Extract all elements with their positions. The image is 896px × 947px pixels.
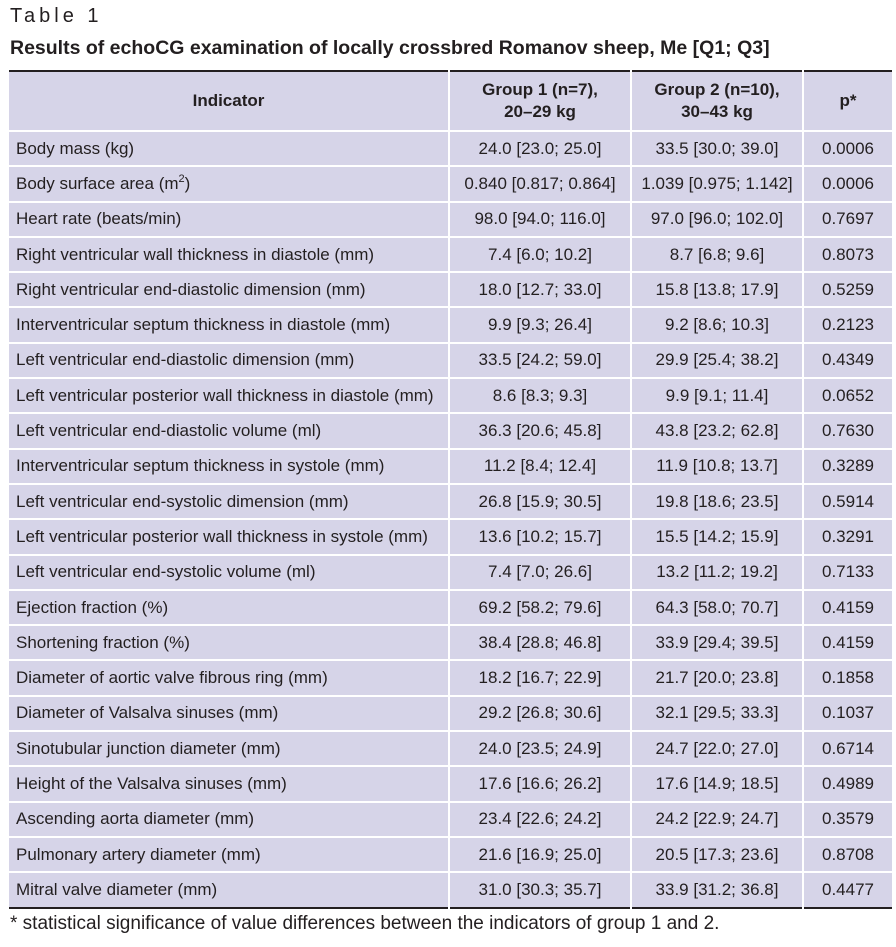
cell-group1: 0.840 [0.817; 0.864]	[449, 166, 631, 201]
indicator-text: Right ventricular wall thickness in diastole (mm)	[16, 244, 375, 264]
cell-group1: 7.4 [7.0; 26.6]	[449, 555, 631, 590]
cell-group2: 1.039 [0.975; 1.142]	[631, 166, 803, 201]
table-row	[9, 802, 892, 837]
cell-p-value: 0.1037	[803, 696, 892, 731]
cell-group2: 64.3 [58.0; 70.7]	[631, 590, 803, 625]
cell-group2: 8.7 [6.8; 9.6]	[631, 237, 803, 272]
indicator-text: Heart rate (beats/min)	[16, 209, 182, 229]
header-row	[9, 71, 892, 131]
cell-group2: 24.2 [22.9; 24.7]	[631, 802, 803, 837]
cell-group2: 97.0 [96.0; 102.0]	[631, 202, 803, 237]
indicator-text: Left ventricular end-systolic dimension (mm)	[16, 491, 349, 511]
cell-group1: 29.2 [26.8; 30.6]	[449, 696, 631, 731]
table-number-label: Table 1	[10, 5, 103, 27]
table-row	[9, 555, 892, 590]
table-row	[9, 590, 892, 625]
indicator-text: Left ventricular end-diastolic dimension (mm)	[16, 350, 355, 370]
cell-group1: 11.2 [8.4; 12.4]	[449, 449, 631, 484]
cell-group2: 9.9 [9.1; 11.4]	[631, 378, 803, 413]
cell-group1: 31.0 [30.3; 35.7]	[449, 872, 631, 907]
table-row	[9, 872, 892, 907]
indicator-text: Ascending aorta diameter (mm)	[16, 809, 255, 829]
table-row	[9, 731, 892, 766]
cell-p-value: 0.4349	[803, 343, 892, 378]
cell-group2: 29.9 [25.4; 38.2]	[631, 343, 803, 378]
header-group2-line2: 30–43 kg	[681, 102, 753, 121]
table-row	[9, 625, 892, 660]
header-p-value: p*	[803, 71, 892, 131]
header-group1	[449, 71, 631, 131]
table-row	[9, 272, 892, 307]
cell-group1: 17.6 [16.6; 26.2]	[449, 766, 631, 801]
cell-group2: 17.6 [14.9; 18.5]	[631, 766, 803, 801]
cell-group1: 9.9 [9.3; 26.4]	[449, 307, 631, 342]
cell-p-value: 0.3289	[803, 449, 892, 484]
header-group1-line1: Group 1 (n=7),	[482, 80, 598, 99]
cell-group2: 13.2 [11.2; 19.2]	[631, 555, 803, 590]
table-row	[9, 484, 892, 519]
header-indicator: Indicator	[9, 71, 449, 131]
cell-group1: 69.2 [58.2; 79.6]	[449, 590, 631, 625]
indicator-text: Diameter of aortic valve fibrous ring (mm)	[16, 668, 328, 688]
cell-indicator	[9, 696, 449, 731]
cell-p-value: 0.4477	[822, 879, 874, 899]
cell-indicator	[9, 872, 449, 907]
cell-indicator	[9, 413, 449, 448]
cell-group1: 36.3 [20.6; 45.8]	[449, 413, 631, 448]
cell-group2: 33.9 [31.2; 36.8]	[631, 872, 803, 907]
table-body	[9, 131, 892, 908]
table-row	[9, 378, 892, 413]
cell-p-value: 0.4159	[803, 625, 892, 660]
table-row	[9, 837, 892, 872]
cell-p-value: 0.7697	[803, 202, 892, 237]
indicator-text: Interventricular septum thickness in diastole (mm)	[16, 315, 391, 335]
cell-p-value: 0.8708	[803, 837, 892, 872]
table-row	[9, 166, 892, 201]
indicator-text: Left ventricular end-systolic volume (ml)	[16, 562, 316, 582]
cell-group1: 23.4 [22.6; 24.2]	[449, 802, 631, 837]
cell-group2: 24.7 [22.0; 27.0]	[631, 731, 803, 766]
cell-group1: 24.0 [23.5; 24.9]	[449, 731, 631, 766]
cell-group1: 33.5 [24.2; 59.0]	[449, 343, 631, 378]
cell-indicator	[9, 307, 449, 342]
cell-p-value: 0.4159	[803, 590, 892, 625]
cell-indicator	[9, 378, 449, 413]
cell-indicator	[9, 131, 449, 166]
indicator-text: Interventricular septum thickness in systole (mm)	[16, 456, 385, 476]
cell-p-value: 0.6714	[803, 731, 892, 766]
indicator-text: Body mass (kg)	[16, 138, 135, 158]
table-row	[9, 660, 892, 695]
cell-group2: 20.5 [17.3; 23.6]	[631, 837, 803, 872]
table-row	[9, 343, 892, 378]
cell-p-value: 0.5259	[803, 272, 892, 307]
cell-group2: 21.7 [20.0; 23.8]	[631, 660, 803, 695]
cell-indicator	[9, 272, 449, 307]
cell-indicator	[9, 660, 449, 695]
indicator-tail: )	[184, 173, 191, 193]
table-header	[9, 71, 892, 131]
cell-group2: 9.2 [8.6; 10.3]	[631, 307, 803, 342]
cell-p-value: 0.1858	[803, 660, 892, 695]
table-row	[9, 449, 892, 484]
cell-indicator	[9, 731, 449, 766]
cell-group2: 33.5 [30.0; 39.0]	[631, 131, 803, 166]
cell-group1: 21.6 [16.9; 25.0]	[449, 837, 631, 872]
cell-indicator	[9, 590, 449, 625]
table-row	[9, 237, 892, 272]
cell-indicator	[9, 343, 449, 378]
cell-p-value: 0.3291	[803, 519, 892, 554]
cell-p-value: 0.3579	[803, 802, 892, 837]
table-row	[9, 202, 892, 237]
header-group2	[631, 71, 803, 131]
cell-indicator	[9, 484, 449, 519]
table-row	[9, 519, 892, 554]
cell-p-value: 0.8073	[803, 237, 892, 272]
indicator-text: Ejection fraction (%)	[16, 597, 169, 617]
cell-group2: 15.5 [14.2; 15.9]	[631, 519, 803, 554]
cell-group1: 13.6 [10.2; 15.7]	[449, 519, 631, 554]
cell-p-value: 0.5914	[803, 484, 892, 519]
cell-p-value: 0.4989	[803, 766, 892, 801]
cell-group1: 18.2 [16.7; 22.9]	[449, 660, 631, 695]
indicator-text: Mitral valve diameter (mm)	[16, 879, 218, 899]
cell-indicator	[9, 166, 449, 201]
cell-p-value: 0.0006	[803, 131, 892, 166]
indicator-text: Right ventricular end-diastolic dimension (mm)	[16, 279, 366, 299]
cell-group2: 32.1 [29.5; 33.3]	[631, 696, 803, 731]
table-row	[9, 413, 892, 448]
table-row	[9, 131, 892, 166]
cell-group2: 33.9 [29.4; 39.5]	[631, 625, 803, 660]
cell-group1: 7.4 [6.0; 10.2]	[449, 237, 631, 272]
indicator-superscript: 2	[178, 172, 185, 185]
table-row	[9, 696, 892, 731]
results-table	[9, 70, 892, 909]
cell-group1: 98.0 [94.0; 116.0]	[449, 202, 631, 237]
indicator-text: Left ventricular posterior wall thickness in systole (mm)	[16, 526, 428, 546]
indicator-text: Shortening fraction (%)	[16, 632, 190, 652]
indicator-text: Body surface area (m	[16, 173, 179, 193]
table-row	[9, 766, 892, 801]
cell-p-value: 0.7630	[803, 413, 892, 448]
cell-group2: 43.8 [23.2; 62.8]	[631, 413, 803, 448]
cell-group1: 26.8 [15.9; 30.5]	[449, 484, 631, 519]
cell-indicator	[9, 802, 449, 837]
footnote: * statistical significance of value differences between the indicators of group 1 and 2.	[10, 913, 720, 934]
indicator-text: Left ventricular end-diastolic volume (ml)	[16, 421, 322, 441]
table-row	[9, 307, 892, 342]
header-group2-line1: Group 2 (n=10),	[654, 80, 780, 99]
cell-group2: 15.8 [13.8; 17.9]	[631, 272, 803, 307]
cell-p-value: 0.2123	[803, 307, 892, 342]
header-group1-line2: 20–29 kg	[504, 102, 576, 121]
cell-p-value: 0.7133	[803, 555, 892, 590]
cell-indicator	[9, 837, 449, 872]
indicator-text: Diameter of Valsalva sinuses (mm)	[16, 703, 279, 723]
indicator-text: Left ventricular posterior wall thickness in diastole (mm)	[16, 385, 434, 405]
cell-p-value: 0.0006	[803, 166, 892, 201]
indicator-text: Height of the Valsalva sinuses (mm)	[16, 773, 287, 793]
cell-indicator	[9, 625, 449, 660]
cell-indicator	[9, 555, 449, 590]
cell-group1: 8.6 [8.3; 9.3]	[449, 378, 631, 413]
indicator-text: Sinotubular junction diameter (mm)	[16, 738, 281, 758]
cell-group1: 38.4 [28.8; 46.8]	[449, 625, 631, 660]
cell-p-value: 0.0652	[803, 378, 892, 413]
cell-group2: 19.8 [18.6; 23.5]	[631, 484, 803, 519]
indicator-text: Pulmonary artery diameter (mm)	[16, 844, 261, 864]
table-title: Results of echoCG examination of locally crossbred Romanov sheep, Me [Q1; Q3]	[10, 37, 770, 59]
cell-indicator	[9, 202, 449, 237]
cell-indicator	[9, 766, 449, 801]
cell-indicator	[9, 449, 449, 484]
cell-indicator	[9, 519, 449, 554]
cell-indicator	[9, 237, 449, 272]
cell-group1: 24.0 [23.0; 25.0]	[449, 131, 631, 166]
cell-group1: 18.0 [12.7; 33.0]	[449, 272, 631, 307]
cell-group2: 11.9 [10.8; 13.7]	[631, 449, 803, 484]
